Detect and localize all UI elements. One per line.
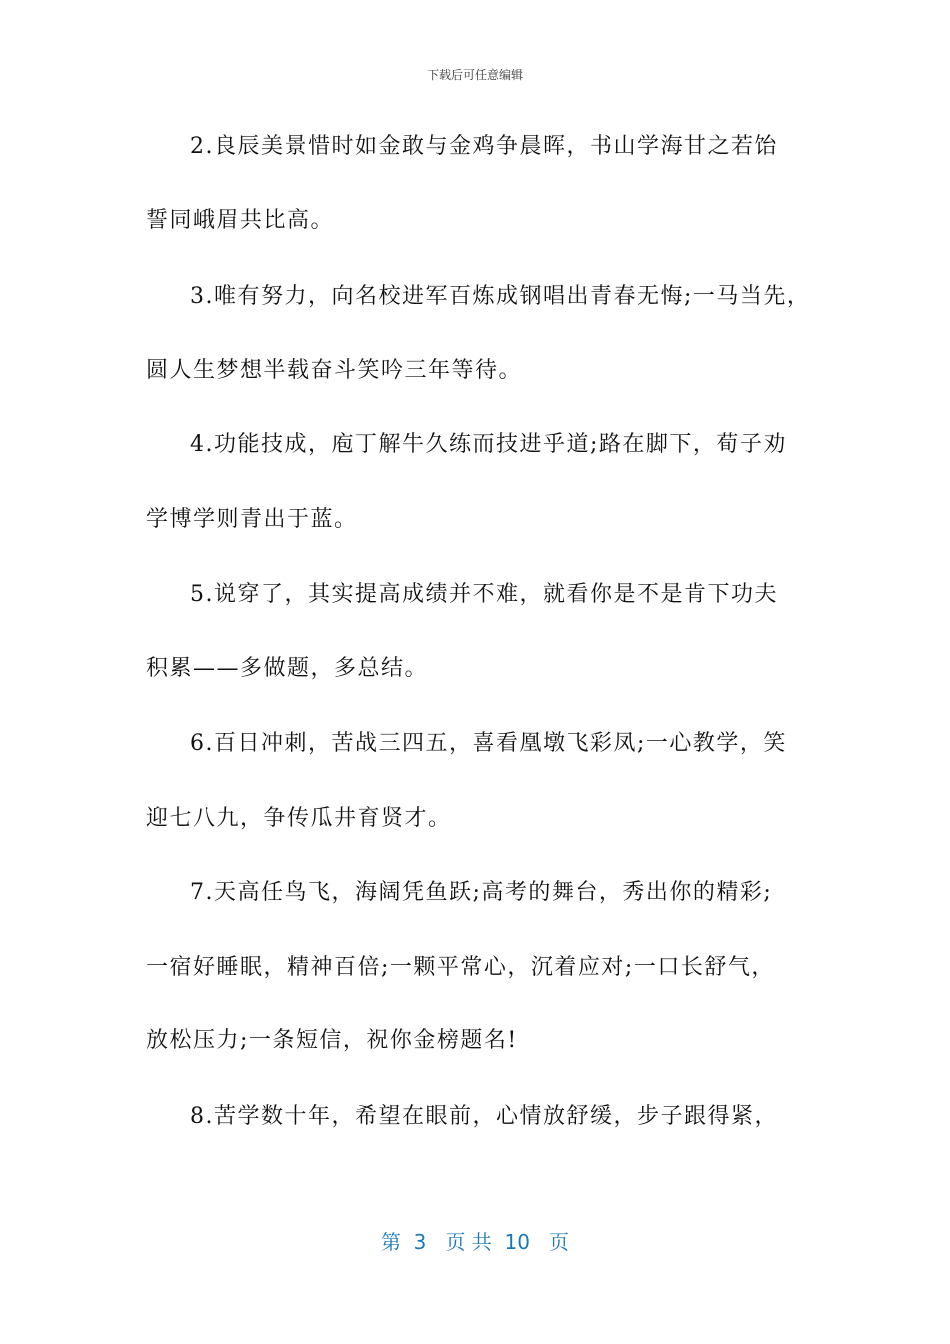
page-number-footer: 第 3 页 共 10 页 [380,1230,570,1254]
body-line: 4.功能技成，庖丁解牛久练而技进乎道;路在脚下，荀子劝 [190,432,787,457]
body-line: 一宿好睡眠，精神百倍;一颗平常心，沉着应对;一口长舒气， [146,955,775,980]
body-line: 8.苦学数十年，希望在眼前，心情放舒缓，步子跟得紧， [190,1104,778,1129]
header-note: 下载后可任意编辑 [426,68,523,82]
body-line: 放松压力;一条短信，祝你金榜题名! [146,1028,518,1053]
body-line: 积累——多做题，多总结。 [146,656,429,681]
body-line: 3.唯有努力，向名校进军百炼成钢唱出青春无悔;一马当先， [190,284,811,309]
body-line: 2.良辰美景惜时如金敢与金鸡争晨晖，书山学海甘之若饴 [190,134,778,159]
body-line: 7.天高任鸟飞，海阔凭鱼跃;高考的舞台，秀出你的精彩; [190,880,773,905]
body-line: 迎七八九，争传瓜井育贤才。 [146,806,452,831]
body-line: 誓同峨眉共比高。 [146,208,335,233]
body-line: 5.说穿了，其实提高成绩并不难，就看你是不是肯下功夫 [190,582,778,607]
body-line: 6.百日冲刺，苦战三四五，喜看凰墩飞彩凤;一心教学，笑 [190,731,787,756]
body-line: 圆人生梦想半载奋斗笑吟三年等待。 [146,358,523,383]
body-line: 学博学则青出于蓝。 [146,507,358,532]
